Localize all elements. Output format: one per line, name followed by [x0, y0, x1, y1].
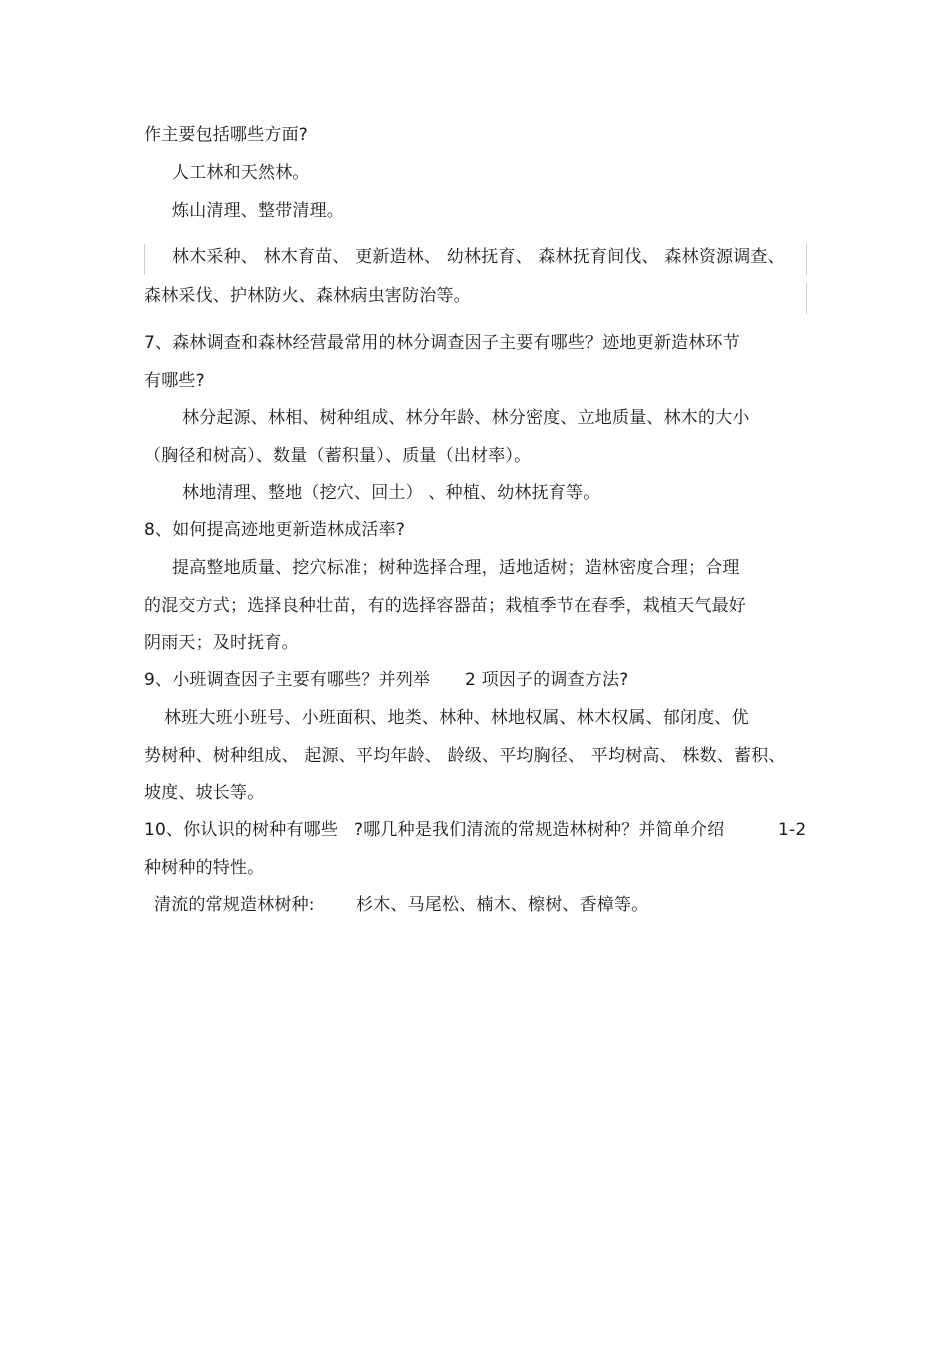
answer-8-line-2: 的混交方式；选择良种壮苗，有的选择容器苗；栽植季节在春季，栽植天气最好: [144, 596, 746, 616]
question-8: 8、如何提高迹地更新造林成活率?: [144, 520, 406, 540]
right-margin-bar-1: [806, 244, 807, 275]
answer-7-line-2: （胸径和树高）、数量（蓄积量）、质量（出材率）。: [144, 446, 532, 466]
answer-7-line-3: 林地清理、整地（挖穴、回土） 、种植、幼林抚育等。: [182, 483, 601, 503]
question-10-part-2: ?哪几种是我们清流的常规造林树种？并简单介绍: [354, 820, 725, 840]
text-line-1: 作主要包括哪些方面?: [144, 125, 309, 145]
question-10-part-3: 1-2: [778, 820, 807, 840]
answer-10-label: 清流的常规造林树种:: [154, 895, 315, 915]
answer-10-species: 杉木、马尾松、楠木、檫树、香樟等。: [356, 895, 649, 915]
question-10-part-1: 10、你认识的树种有哪些: [144, 820, 339, 840]
answer-7-line-1: 林分起源、林相、树种组成、林分年龄、林分密度、立地质量、林木的大小: [182, 408, 750, 428]
question-7-line-2: 有哪些?: [144, 371, 205, 391]
answer-line-3: 炼山清理、整带清理。: [172, 201, 344, 221]
answer-line-5: 森林采伐、护林防火、森林病虫害防治等。: [144, 286, 471, 306]
answer-line-4: 林木采种、 林木育苗、 更新造林、 幼林抚育、 森林抚育间伐、 森林资源调查、: [172, 247, 785, 267]
question-9-part-1: 9、小班调查因子主要有哪些？并列举: [144, 670, 431, 690]
answer-9-line-3: 坡度、坡长等。: [144, 783, 265, 803]
left-margin-bar-1: [144, 244, 145, 275]
answer-9-line-1: 林班大班小班号、小班面积、地类、林种、林地权属、林木权属、郁闭度、优: [164, 708, 749, 728]
question-9-part-2: 2 项因子的调查方法?: [465, 670, 629, 690]
question-7-line-1: 7、森林调查和森林经营最常用的林分调查因子主要有哪些？迹地更新造林环节: [144, 333, 740, 353]
answer-8-line-1: 提高整地质量、挖穴标准；树种选择合理，适地适树；造林密度合理；合理: [172, 558, 740, 578]
answer-line-2: 人工林和天然林。: [172, 163, 310, 183]
right-margin-bar-2: [806, 283, 807, 314]
answer-9-line-2: 势树种、树种组成、 起源、平均年龄、 龄级、平均胸径、 平均树高、 株数、蓄积、: [144, 746, 786, 766]
question-10-line-2: 种树种的特性。: [144, 858, 265, 878]
answer-8-line-3: 阴雨天；及时抚育。: [144, 633, 299, 653]
